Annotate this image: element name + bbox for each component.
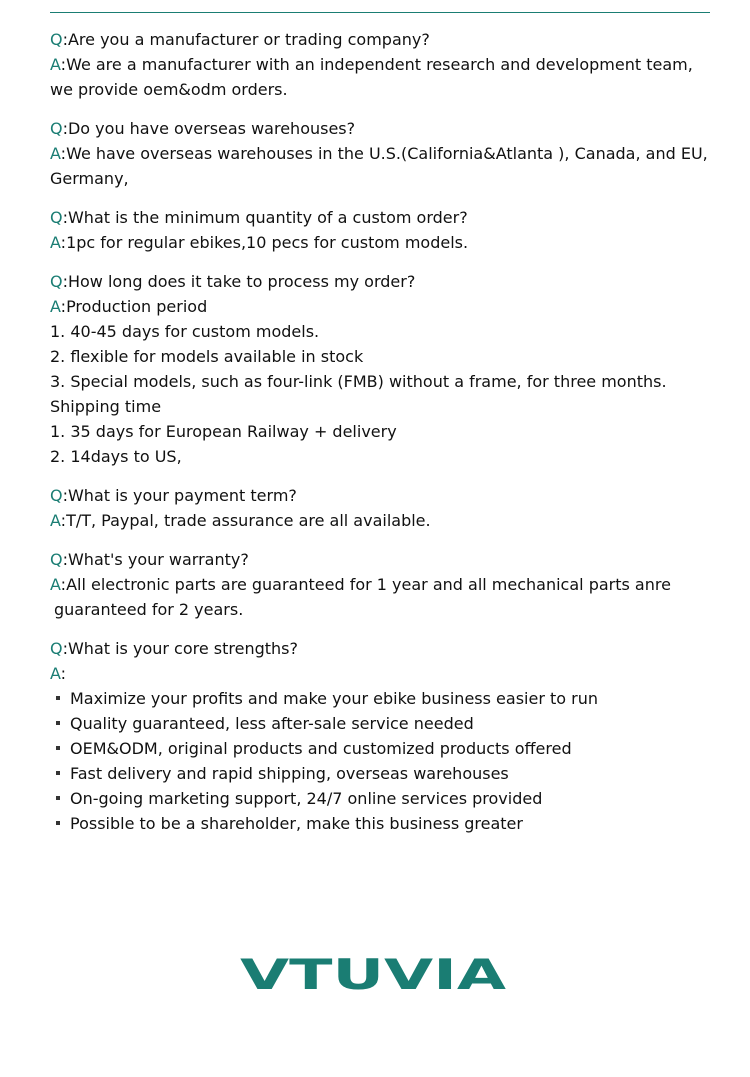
- answer-line: 3. Special models, such as four-link (FMB) without a frame, for three months.: [50, 372, 667, 391]
- bullet-icon: [56, 696, 60, 700]
- faq-list: [50, 27, 720, 850]
- logo-text: VTUVIA: [240, 958, 507, 990]
- faq-item-warranty: [50, 547, 720, 622]
- answer-line: 1. 35 days for European Railway + delivery: [50, 422, 397, 441]
- answer: A:T/T, Paypal, trade assurance are all available.: [50, 511, 431, 530]
- faq-item-payment: [50, 483, 720, 533]
- bullet-icon: [56, 821, 60, 825]
- list-item: Fast delivery and rapid shipping, overseas warehouses: [50, 761, 720, 786]
- answer-line: 2. flexible for models available in stock: [50, 347, 364, 366]
- faq-item-minimum-quantity: [50, 205, 720, 255]
- bullet-icon: [56, 721, 60, 725]
- answer: A:1pc for regular ebikes,10 pecs for custom models.: [50, 233, 469, 252]
- answer: A:Production period: [50, 297, 208, 316]
- list-item: OEM&ODM, original products and customized products offered: [50, 736, 720, 761]
- strengths-list: [50, 686, 720, 836]
- question: Q:How long does it take to process my order?: [50, 272, 416, 291]
- question: Q:What is your payment term?: [50, 486, 297, 505]
- top-divider: [50, 12, 710, 13]
- vtuvia-logo: [238, 958, 508, 990]
- answer: A:We are a manufacturer with an independent research and development team, we provide oem&odm orders.: [50, 55, 693, 99]
- question: Q:What is your core strengths?: [50, 639, 298, 658]
- list-item: Maximize your profits and make your ebike business easier to run: [50, 686, 720, 711]
- list-item: On-going marketing support, 24/7 online services provided: [50, 786, 720, 811]
- question: Q:Are you a manufacturer or trading company?: [50, 30, 430, 49]
- question: Q:Do you have overseas warehouses?: [50, 119, 356, 138]
- faq-item-warehouses: [50, 116, 720, 191]
- faq-item-core-strengths: [50, 636, 720, 836]
- bullet-icon: [56, 746, 60, 750]
- answer: A:All electronic parts are guaranteed for 1 year and all mechanical parts anre: [50, 575, 671, 594]
- faq-item-processing-time: [50, 269, 720, 469]
- list-item: Quality guaranteed, less after-sale service needed: [50, 711, 720, 736]
- bullet-icon: [56, 796, 60, 800]
- bullet-icon: [56, 771, 60, 775]
- question: Q:What's your warranty?: [50, 550, 249, 569]
- faq-item-manufacturer: [50, 27, 720, 102]
- question: Q:What is the minimum quantity of a custom order?: [50, 208, 468, 227]
- answer-line: 2. 14days to US,: [50, 447, 182, 466]
- answer-line: Shipping time: [50, 397, 162, 416]
- answer: A:: [50, 664, 67, 683]
- answer-line: guaranteed for 2 years.: [54, 600, 244, 619]
- list-item: Possible to be a shareholder, make this business greater: [50, 811, 720, 836]
- answer-line: 1. 40-45 days for custom models.: [50, 322, 320, 341]
- answer: A:We have overseas warehouses in the U.S.(California&Atlanta ), Canada, and EU, Germany,: [50, 144, 708, 188]
